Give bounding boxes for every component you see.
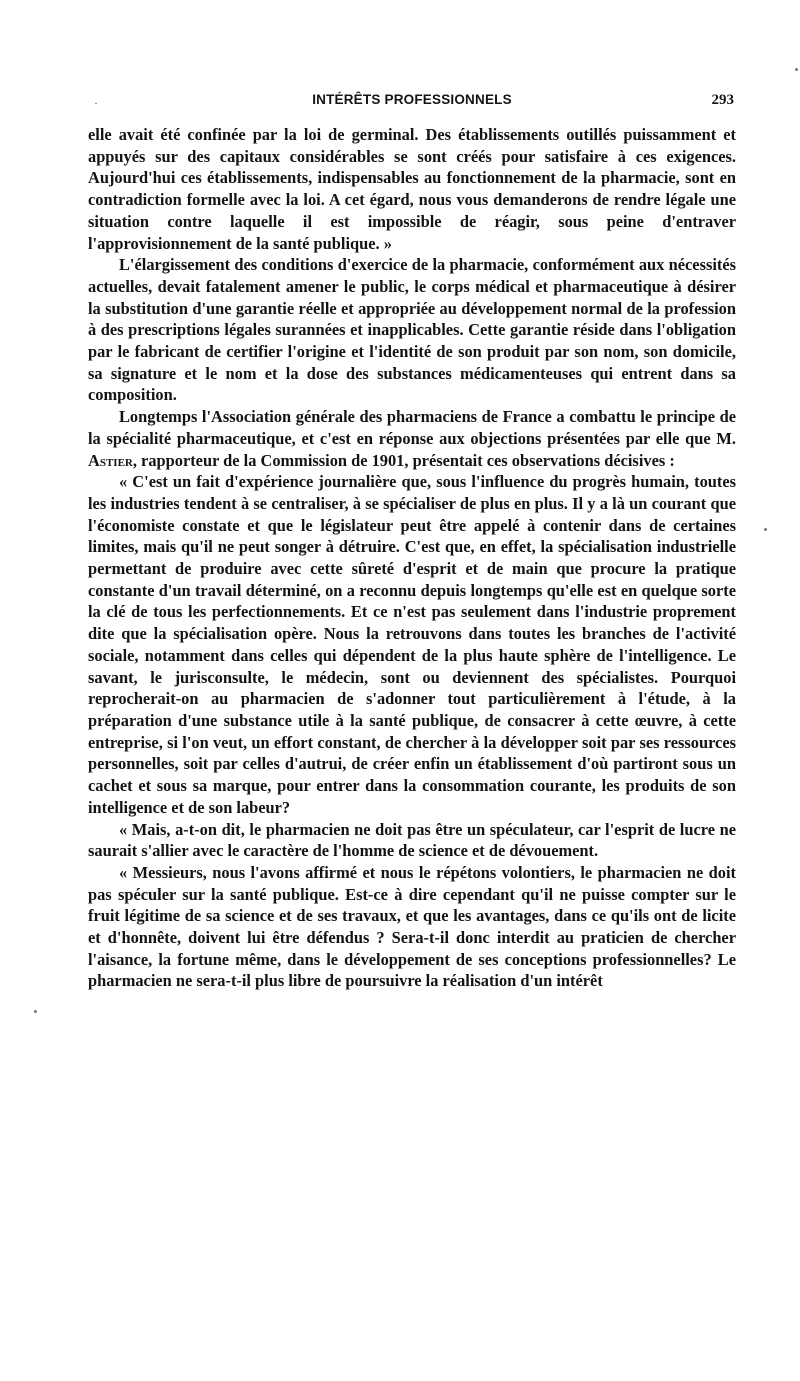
scan-speck	[764, 528, 767, 531]
scan-speck	[795, 68, 798, 71]
scan-speck	[34, 1010, 37, 1013]
paragraph-3-before: Longtemps l'Association générale des pharmaciens de France a combattu le principe de la spécialité pharmaceutique, et c'est en réponse aux objections présentées par elle que M.	[88, 407, 736, 448]
body-text	[88, 124, 736, 992]
header-dot: ·	[94, 96, 98, 110]
paragraph-4: « C'est un fait d'expérience journalière que, sous l'influence du progrès humain, toutes les industries tendent à se centraliser, à se spécialiser de plus en plus. Il y a là un courant que l'économiste constate et que le législateur peut être appelé à contenir dans de certaines limites, mais qu'il ne peut songer à détruire. C'est que, en effet, la spécialisation industrielle permettant de produire avec cette sûreté d'esprit et de main que procure la pratique constante d'un travail déterminé, on a reconnu depuis longtemps qu'elle est en quelque sorte la clé de tous les perfectionnements. Et ce n'est pas seulement dans l'industrie proprement dite que la spécialisation opère. Nous la retrouvons dans toutes les branches de l'activité sociale, notamment dans celles qui dépendent de la plus haute sphère de l'intelligence. Le savant, le jurisconsulte, le médecin, sont ou deviennent des spécialistes. Pourquoi reprocherait-on au pharmacien de s'adonner tout particulièrement à l'étude, à la préparation d'une substance utile à la santé publique, de consacrer à cette œuvre, à cette entreprise, si l'on veut, un effort constant, de chercher à la développer soit par ses ressources personnelles, soit par celles d'autrui, de créer enfin un établissement d'où partiront sous un cachet et sous sa marque, pour entrer dans la consommation courante, les produits de son intelligence et de son labeur?	[88, 472, 736, 817]
paragraph-5: « Mais, a-t-on dit, le pharmacien ne doit pas être un spéculateur, car l'esprit de lucre ne saurait s'allier avec le caractère de l'homme de science et de dévouement.	[88, 819, 736, 861]
paragraph-2: L'élargissement des conditions d'exercice de la pharmacie, conformément aux nécessités actuelles, devait fatalement amener le public, le corps médical et pharmaceutique à désirer la substitution d'une garantie réelle et appropriée au développement normal de la profession à des prescriptions légales surannées et inapplicables. Cette garantie réside dans l'obligation par le fabricant de certifier l'origine et l'identité de son produit par son nom, son domicile, sa signature et le nom et la dose des substances médicamenteuses qui entrent dans sa composition.	[88, 255, 736, 405]
running-header	[88, 92, 736, 114]
paragraph-6: « Messieurs, nous l'avons affirmé et nous le répétons volontiers, le pharmacien ne doit pas spéculer sur la santé publique. Est-ce à dire cependant qu'il ne puisse compter sur le fruit légitime de sa science et de ses travaux, et que les avantages, dans ce qu'ils ont de licite et d'honnête, doivent lui être défendus ? Sera-t-il donc interdit au praticien de chercher l'aisance, la fortune même, dans le développement de ses conceptions professionnelles? Le pharmacien ne sera-t-il plus libre de poursuivre la réalisation d'un intérêt	[88, 862, 736, 991]
paragraph-3-after: , rapporteur de la Commission de 1901, présentait ces observations décisives :	[132, 450, 675, 470]
page-number: 293	[711, 92, 734, 108]
rapporteur-name: Astier	[88, 450, 133, 470]
paragraph-3	[88, 406, 736, 471]
paragraph-1: elle avait été confinée par la loi de germinal. Des établissements outillés puissamment et appuyés sur des capitaux considérables se sont créés pour satisfaire à ces exigences. Aujourd'hui ces établissements, indispensables au fonctionnement de la pharmacie, sont en contradiction formelle avec la loi. A cet égard, nous vous demanderons de rendre légale une situation contre laquelle il est impossible de réagir, sous peine d'entraver l'approvisionnement de la santé publique. »	[88, 125, 736, 253]
running-title: INTÉRÊTS PROFESSIONNELS	[312, 92, 512, 107]
